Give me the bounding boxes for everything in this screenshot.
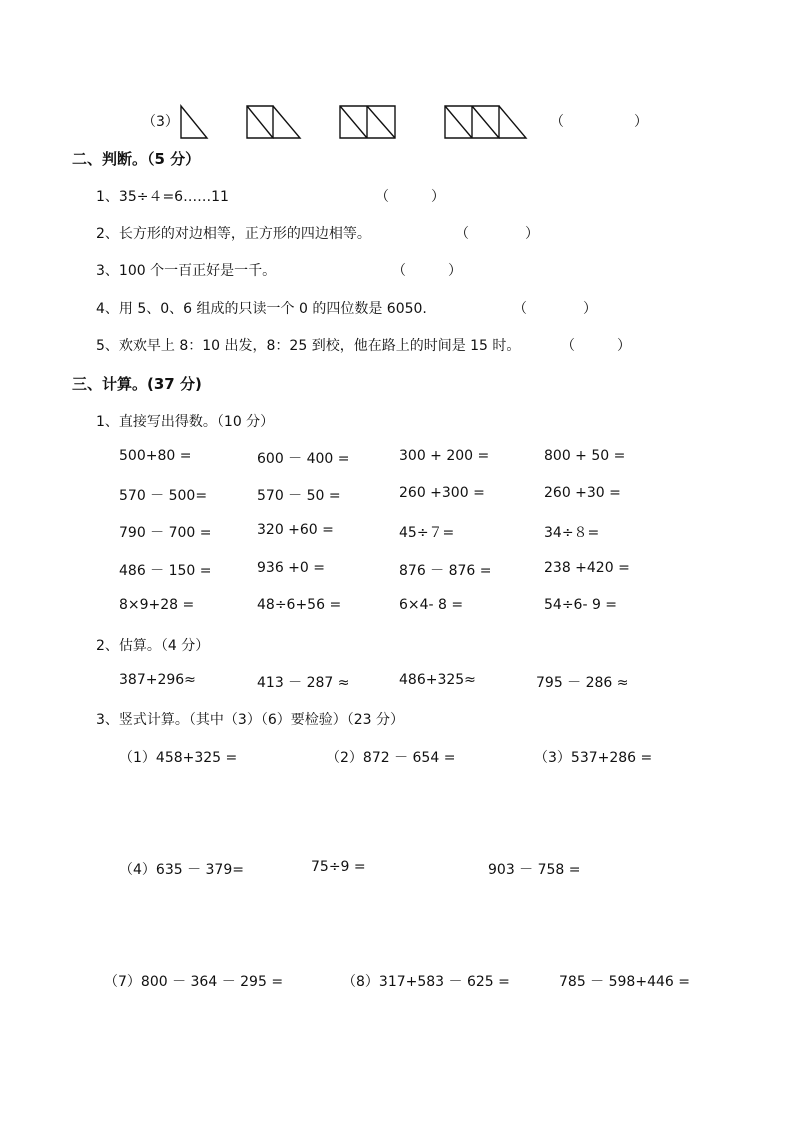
vertical-7: （7）800 － 364 － 295 = <box>104 974 284 990</box>
calc-r1-c2: 600 － 400 = <box>257 451 350 467</box>
vertical-6: 903 － 758 = <box>488 862 581 878</box>
estimate-2: 413 － 287 ≈ <box>257 675 350 691</box>
triangle-figure-4 <box>442 104 530 140</box>
calc-r5-c3: 6×4- 8 = <box>399 597 464 613</box>
calc-r3-c3: 45÷７= <box>399 525 455 541</box>
judge-paren-5[interactable]: （ ） <box>561 338 631 354</box>
judge-item-3: 3、100 个一百正好是一千。 <box>96 263 277 279</box>
calc-r1-c1: 500+80 = <box>119 448 192 464</box>
vertical-4: （4）635 － 379= <box>119 862 244 878</box>
vertical-3: （3）537+286 = <box>534 750 653 766</box>
section3-title: 三、计算。(37 分) <box>72 375 202 393</box>
calc-r2-c1: 570 － 500= <box>119 488 208 504</box>
vertical-1: （1）458+325 = <box>119 750 238 766</box>
vertical-5: 75÷9 = <box>311 859 366 875</box>
calc-r2-c4: 260 +30 = <box>544 485 621 501</box>
judge-item-2: 2、长方形的对边相等，正方形的四边相等。 <box>96 226 371 242</box>
vertical-9: 785 － 598+446 = <box>559 974 690 990</box>
calc-r1-c3: 300 + 200 = <box>399 448 490 464</box>
part3-title: 3、竖式计算。（其中（3）（6）要检验）（23 分） <box>96 712 404 728</box>
judge-paren-1[interactable]: （ ） <box>375 189 445 205</box>
calc-r3-c4: 34÷８= <box>544 525 600 541</box>
part2-title: 2、估算。（4 分） <box>96 638 210 654</box>
estimate-1: 387+296≈ <box>119 672 196 688</box>
judge-paren-3[interactable]: （ ） <box>392 263 462 279</box>
vertical-8: （8）317+583 － 625 = <box>342 974 510 990</box>
section2-title: 二、判断。（5 分） <box>72 150 201 168</box>
triangle-figure-2 <box>244 104 304 140</box>
calc-r2-c2: 570 － 50 = <box>257 488 341 504</box>
part1-title: 1、直接写出得数。（10 分） <box>96 414 275 430</box>
calc-r4-c3: 876 － 876 = <box>399 563 492 579</box>
calc-r5-c2: 48÷6+56 = <box>257 597 342 613</box>
calc-r3-c2: 320 +60 = <box>257 522 334 538</box>
estimate-4: 795 － 286 ≈ <box>536 675 629 691</box>
calc-r4-c4: 238 +420 = <box>544 560 630 576</box>
judge-paren-2[interactable]: （ ） <box>455 226 539 242</box>
triangle-figure-3 <box>337 104 399 140</box>
estimate-3: 486+325≈ <box>399 672 476 688</box>
calc-r3-c1: 790 － 700 = <box>119 525 212 541</box>
judge-item-1: 1、35÷４=6……11 <box>96 189 229 205</box>
calc-r1-c4: 800 + 50 = <box>544 448 626 464</box>
vertical-2: （2）872 － 654 = <box>326 750 456 766</box>
calc-r4-c1: 486 － 150 = <box>119 563 212 579</box>
pattern-answer-paren[interactable]: （ ） <box>550 114 648 130</box>
judge-paren-4[interactable]: （ ） <box>513 301 597 317</box>
judge-item-5: 5、欢欢早上 8：10 出发，8：25 到校，他在路上的时间是 15 时。 <box>96 338 521 354</box>
calc-r5-c4: 54÷6- 9 = <box>544 597 618 613</box>
calc-r4-c2: 936 +0 = <box>257 560 325 576</box>
calc-r5-c1: 8×9+28 = <box>119 597 195 613</box>
judge-item-4: 4、用 5、0、6 组成的只读一个 0 的四位数是 6050. <box>96 301 427 317</box>
triangle-figure-1 <box>178 104 210 140</box>
pattern-label: （3） <box>142 114 179 130</box>
calc-r2-c3: 260 +300 = <box>399 485 485 501</box>
